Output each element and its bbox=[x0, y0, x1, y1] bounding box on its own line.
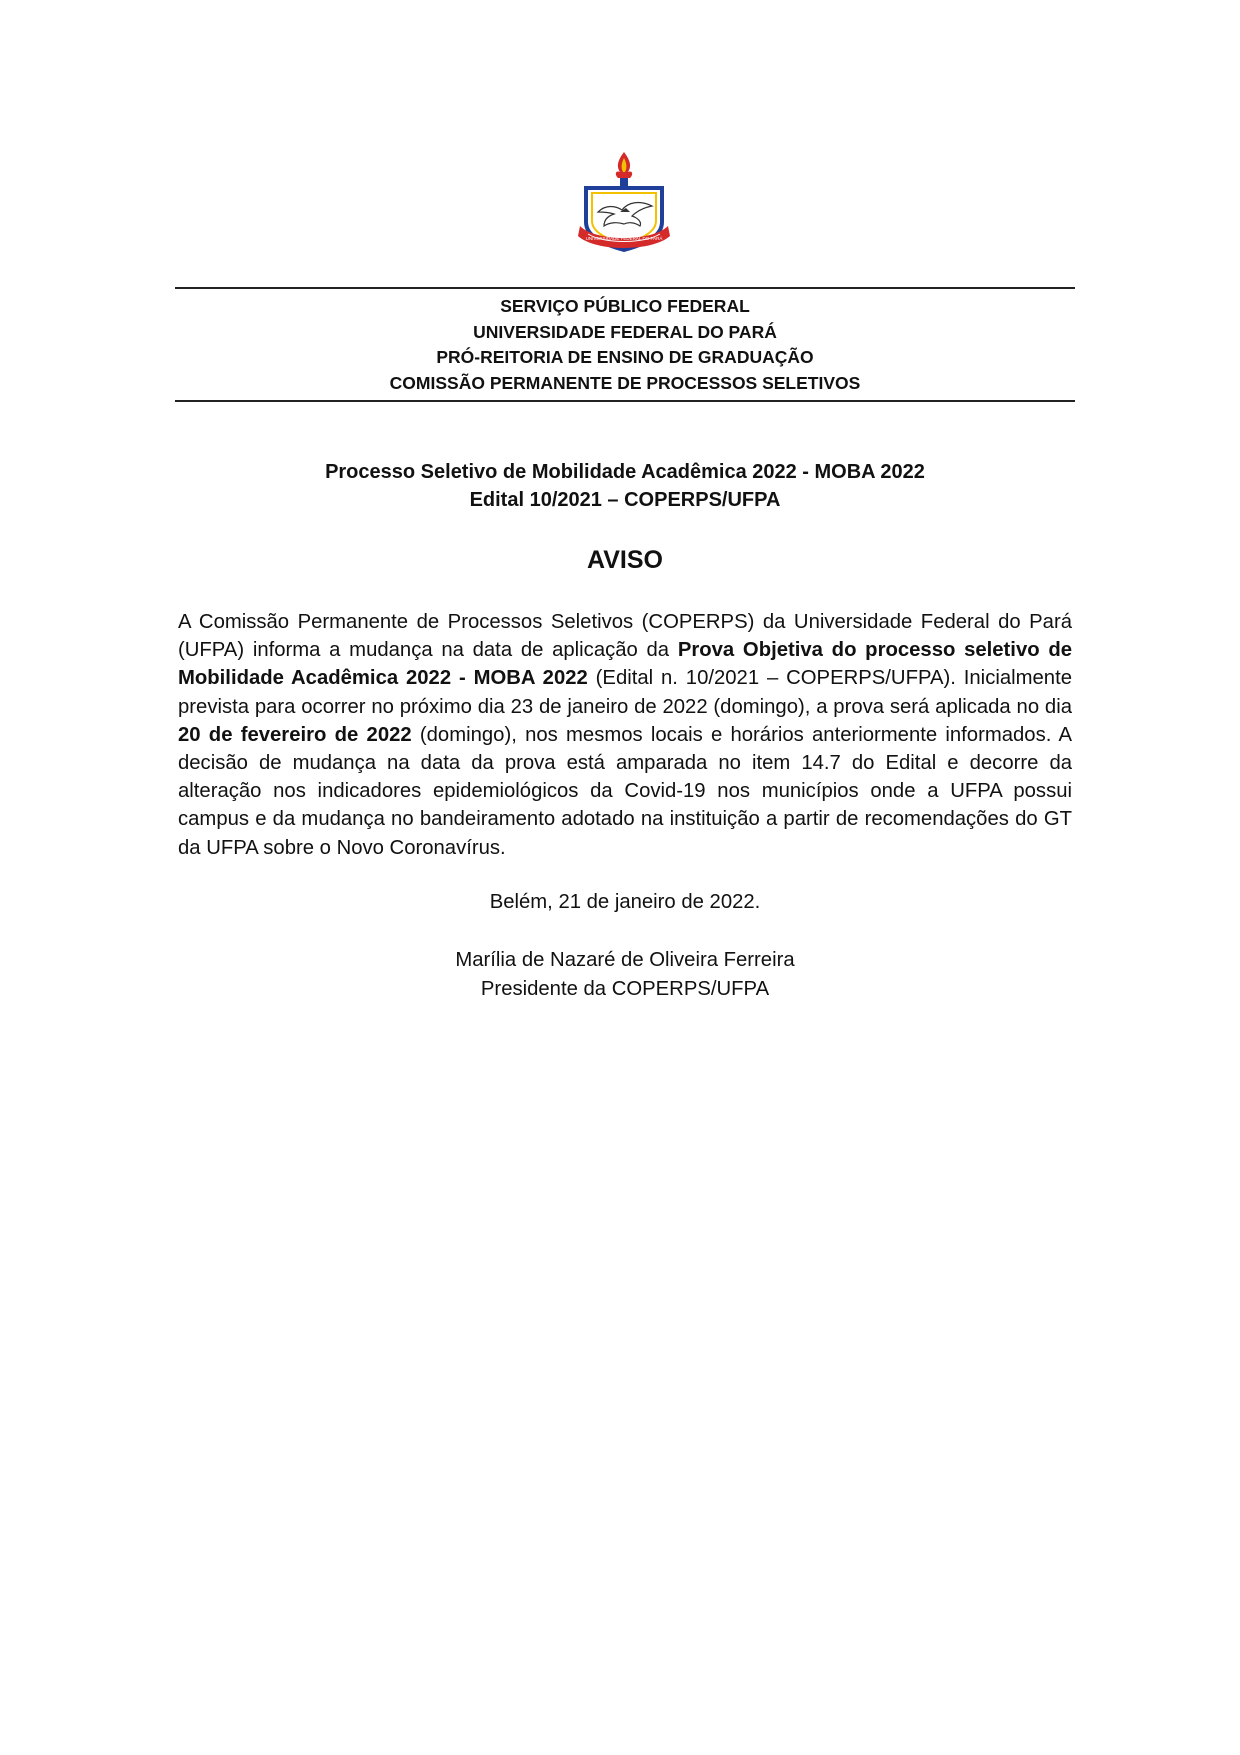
header-line-3: PRÓ-REITORIA DE ENSINO DE GRADUAÇÃO bbox=[436, 347, 814, 367]
institution-header bbox=[175, 294, 1075, 396]
body-text-2: (Edital n. 10/2021 – COPERPS/UFPA). Inicialmente prevista para ocorrer no próximo dia 23 de janeiro de 2022 (domingo), a prova será aplicada no dia bbox=[178, 667, 1072, 718]
document-title bbox=[175, 458, 1075, 514]
notice-body bbox=[178, 608, 1072, 862]
signatory-role: Presidente da COPERPS/UFPA bbox=[480, 977, 770, 1000]
title-line-1: Processo Seletivo de Mobilidade Acadêmica 2022 - MOBA 2022 bbox=[325, 461, 925, 483]
header-line-2: UNIVERSIDADE FEDERAL DO PARÁ bbox=[473, 321, 777, 342]
body-text-1: A Comissão Permanente de Processos Seletivos (COPERPS) da Universidade Federal do Pará (UFPA) informa a mudança na data de aplicação da bbox=[178, 611, 1072, 662]
header-line-4: COMISSÃO PERMANENTE DE PROCESSOS SELETIVOS bbox=[389, 372, 861, 393]
header-top-rule bbox=[175, 287, 1075, 289]
body-text-3: (domingo), nos mesmos locais e horários anteriormente informados. A decisão de mudança na data da prova está amparada no item 14.7 do Edital e decorre da alteração nos indicadores epidemiológicos da Covid-19 nos municípios onde a UFPA possui campus e da mudança no bandeiramento adotado na instituição a partir de recomendações do GT da UFPA sobre o Novo Coronavírus. bbox=[178, 723, 1072, 859]
notice-heading: AVISO bbox=[587, 546, 663, 574]
title-line-2: Edital 10/2021 – COPERPS/UFPA bbox=[469, 489, 781, 511]
body-bold-2: 20 de fevereiro de 2022 bbox=[178, 723, 412, 746]
header-line-1: SERVIÇO PÚBLICO FEDERAL bbox=[500, 296, 750, 316]
header-bottom-rule bbox=[175, 400, 1075, 402]
signature-block bbox=[175, 946, 1075, 1003]
body-bold-1: Prova Objetiva do processo seletivo de Mobilidade Acadêmica 2022 - MOBA 2022 bbox=[178, 639, 1073, 690]
ufpa-seal-icon bbox=[576, 150, 672, 260]
signatory-name: Marília de Nazaré de Oliveira Ferreira bbox=[455, 949, 795, 971]
seal-banner-text: UNIVERSIDADE FEDERAL DO PARÁ bbox=[585, 236, 663, 241]
document-date: Belém, 21 de janeiro de 2022. bbox=[489, 891, 761, 913]
